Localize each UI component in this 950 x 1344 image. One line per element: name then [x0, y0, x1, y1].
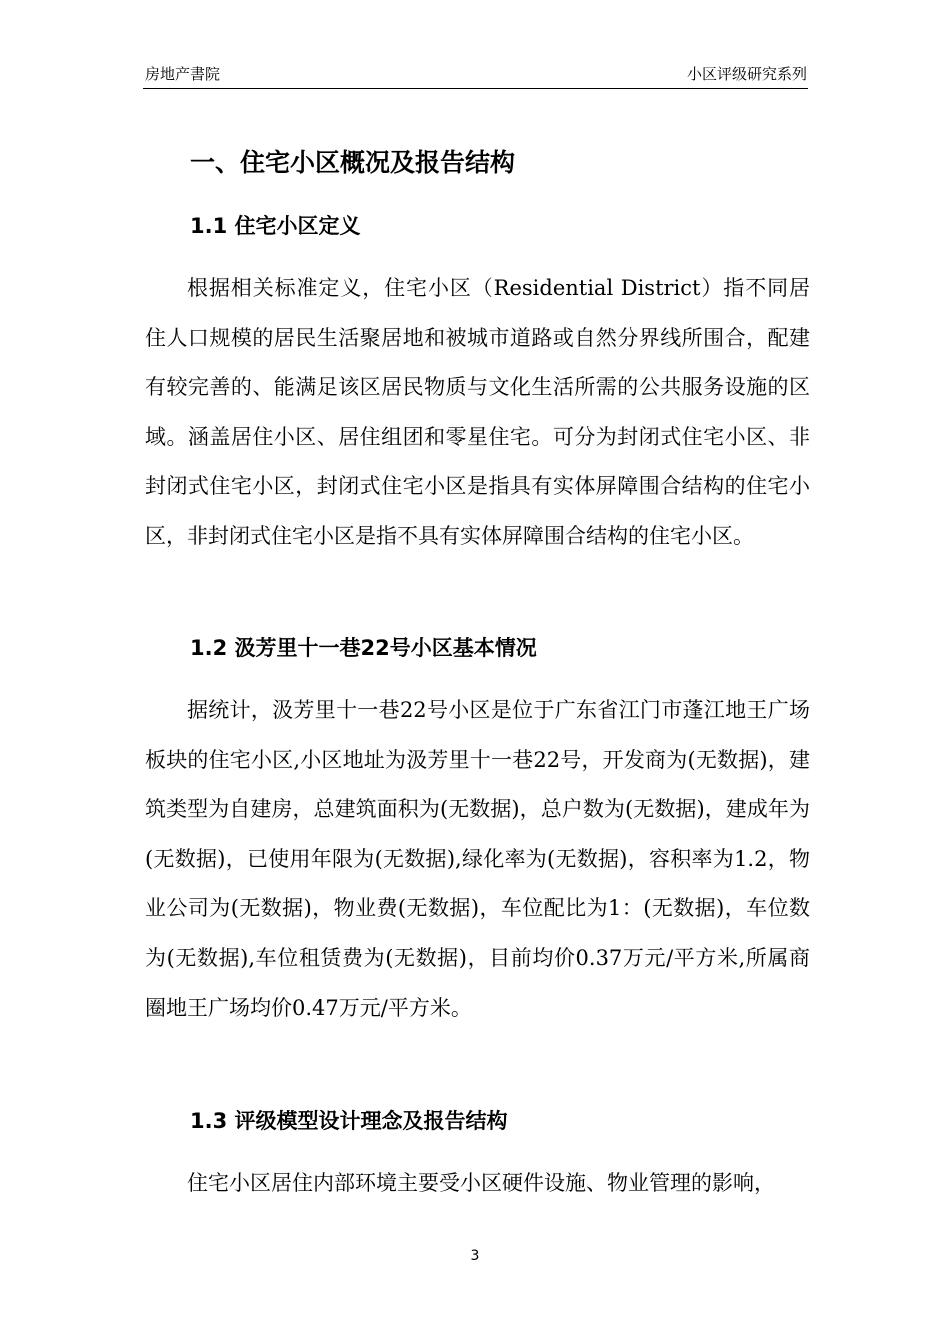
section-heading-1-1: 1.1 住宅小区定义	[190, 214, 361, 238]
section-paragraph-1-1: 根据相关标准定义，住宅小区（Residential District）指不同居住人口规模的居民生活聚居地和被城市道路或自然分界线所围合，配建有较完善的、能满足该区居民物质与文化生活所需的公共服务设施的区域。涵盖居住小区、居住组团和零星住宅。可分为封闭式住宅小区、非封闭式住宅小区，封闭式住宅小区是指具有实体屏障围合结构的住宅小区，非封闭式住宅小区是指不具有实体屏障围合结构的住宅小区。	[145, 276, 810, 548]
header-right-title: 小区评级研究系列	[686, 65, 807, 83]
section-paragraph-1-3: 住宅小区居住内部环境主要受小区硬件设施、物业管理的影响，	[187, 1171, 775, 1195]
header-divider	[143, 88, 808, 89]
section-heading-1-2: 1.2 汲芳里十一巷22号小区基本情况	[190, 636, 537, 660]
section-paragraph-1-2: 据统计，汲芳里十一巷22号小区是位于广东省江门市蓬江地王广场板块的住宅小区,小区地址为汲芳里十一巷22号，开发商为(无数据)，建筑类型为自建房，总建筑面积为(无数据)，总户数为(无数据)，建成年为(无数据)，已使用年限为(无数据),绿化率为(无数据)，容积率为1.2，物业公司为(无数据)，物业费(无数据)，车位配比为1：(无数据)，车位数为(无数据),车位租赁费为(无数据)，目前均价0.37万元/平方米,所属商圈地王广场均价0.47万元/平方米。	[145, 698, 810, 1020]
header-left-title: 房地产書院	[145, 65, 221, 83]
section-heading-1-3: 1.3 评级模型设计理念及报告结构	[190, 1109, 508, 1133]
page-number: 3	[470, 1248, 480, 1264]
chapter-title: 一、住宅小区概况及报告结构	[190, 148, 516, 177]
